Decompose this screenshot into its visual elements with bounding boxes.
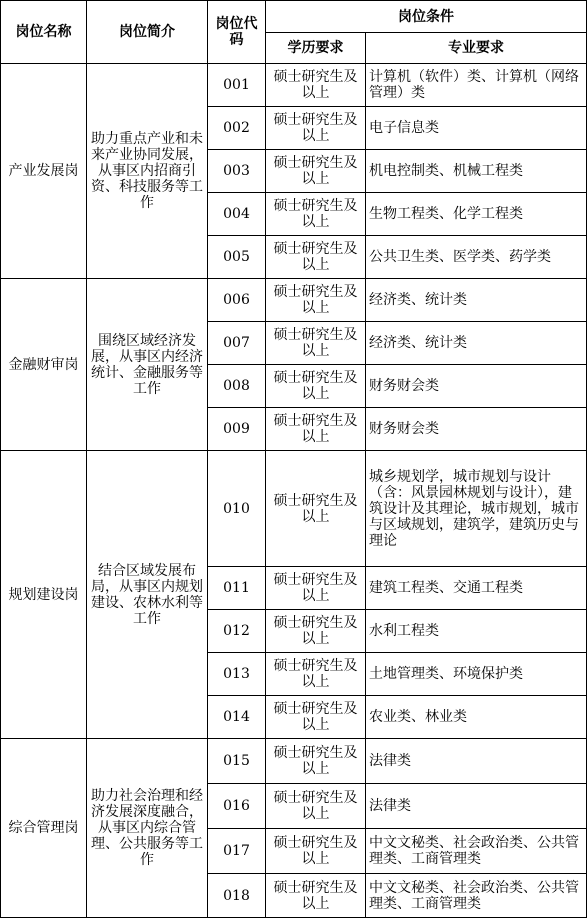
position-code: 015 — [208, 739, 266, 784]
header-education: 学历要求 — [266, 33, 366, 64]
header-conditions: 岗位条件 — [266, 1, 587, 33]
position-name: 综合管理岗 — [1, 739, 87, 918]
major-requirement: 水利工程类 — [366, 610, 587, 653]
education-requirement: 硕士研究生及以上 — [266, 279, 366, 322]
position-intro: 助力社会治理和经济发展深度融合，从事区内综合管理、公共服务等工作 — [87, 739, 208, 918]
table-header — [1, 1, 587, 64]
major-requirement: 建筑工程类、交通工程类 — [366, 567, 587, 610]
table-row — [1, 451, 587, 567]
position-code: 016 — [208, 784, 266, 829]
position-intro: 围绕区域经济发展，从事区内经济统计、金融服务等工作 — [87, 279, 208, 451]
education-requirement: 硕士研究生及以上 — [266, 610, 366, 653]
major-requirement: 财务财会类 — [366, 365, 587, 408]
education-requirement: 硕士研究生及以上 — [266, 193, 366, 236]
position-code: 004 — [208, 193, 266, 236]
position-intro: 结合区域发展布局，从事区内规划建设、农林水利等工作 — [87, 451, 208, 739]
position-code: 017 — [208, 829, 266, 874]
position-code: 003 — [208, 150, 266, 193]
position-code: 018 — [208, 874, 266, 918]
major-requirement: 生物工程类、化学工程类 — [366, 193, 587, 236]
position-code: 014 — [208, 696, 266, 739]
position-code: 011 — [208, 567, 266, 610]
position-code: 002 — [208, 107, 266, 150]
education-requirement: 硕士研究生及以上 — [266, 653, 366, 696]
header-position-name: 岗位名称 — [1, 1, 87, 64]
major-requirement: 法律类 — [366, 739, 587, 784]
major-requirement: 经济类、统计类 — [366, 322, 587, 365]
major-requirement: 机电控制类、机械工程类 — [366, 150, 587, 193]
header-major: 专业要求 — [366, 33, 587, 64]
education-requirement: 硕士研究生及以上 — [266, 365, 366, 408]
position-name: 产业发展岗 — [1, 64, 87, 279]
education-requirement: 硕士研究生及以上 — [266, 64, 366, 107]
education-requirement: 硕士研究生及以上 — [266, 236, 366, 279]
education-requirement: 硕士研究生及以上 — [266, 739, 366, 784]
position-name: 规划建设岗 — [1, 451, 87, 739]
position-code: 009 — [208, 408, 266, 451]
education-requirement: 硕士研究生及以上 — [266, 322, 366, 365]
position-code: 007 — [208, 322, 266, 365]
major-requirement: 土地管理类、环境保护类 — [366, 653, 587, 696]
education-requirement: 硕士研究生及以上 — [266, 829, 366, 874]
major-requirement: 中文文秘类、社会政治类、公共管理类、工商管理类 — [366, 874, 587, 918]
education-requirement: 硕士研究生及以上 — [266, 567, 366, 610]
major-requirement: 财务财会类 — [366, 408, 587, 451]
major-requirement: 经济类、统计类 — [366, 279, 587, 322]
major-requirement: 中文文秘类、社会政治类、公共管理类、工商管理类 — [366, 829, 587, 874]
education-requirement: 硕士研究生及以上 — [266, 451, 366, 567]
education-requirement: 硕士研究生及以上 — [266, 107, 366, 150]
education-requirement: 硕士研究生及以上 — [266, 696, 366, 739]
table-row — [1, 64, 587, 107]
table-row — [1, 279, 587, 322]
major-requirement: 公共卫生类、医学类、药学类 — [366, 236, 587, 279]
position-code: 010 — [208, 451, 266, 567]
position-code: 013 — [208, 653, 266, 696]
position-code: 001 — [208, 64, 266, 107]
education-requirement: 硕士研究生及以上 — [266, 408, 366, 451]
position-intro: 助力重点产业和未来产业协同发展，从事区内招商引资、科技服务等工作 — [87, 64, 208, 279]
education-requirement: 硕士研究生及以上 — [266, 874, 366, 918]
position-code: 008 — [208, 365, 266, 408]
position-code: 012 — [208, 610, 266, 653]
major-requirement: 电子信息类 — [366, 107, 587, 150]
major-requirement: 城乡规划学，城市规划与设计（含：风景园林规划与设计），建筑设计及其理论，城市规划，城市与区域规划，建筑学，建筑历史与理论 — [366, 451, 587, 567]
position-code: 005 — [208, 236, 266, 279]
major-requirement: 农业类、林业类 — [366, 696, 587, 739]
header-position-intro: 岗位简介 — [87, 1, 208, 64]
education-requirement: 硕士研究生及以上 — [266, 784, 366, 829]
major-requirement: 法律类 — [366, 784, 587, 829]
table-row — [1, 739, 587, 784]
education-requirement: 硕士研究生及以上 — [266, 150, 366, 193]
header-position-code: 岗位代码 — [208, 1, 266, 64]
position-name: 金融财审岗 — [1, 279, 87, 451]
major-requirement: 计算机（软件）类、计算机（网络管理）类 — [366, 64, 587, 107]
position-code: 006 — [208, 279, 266, 322]
